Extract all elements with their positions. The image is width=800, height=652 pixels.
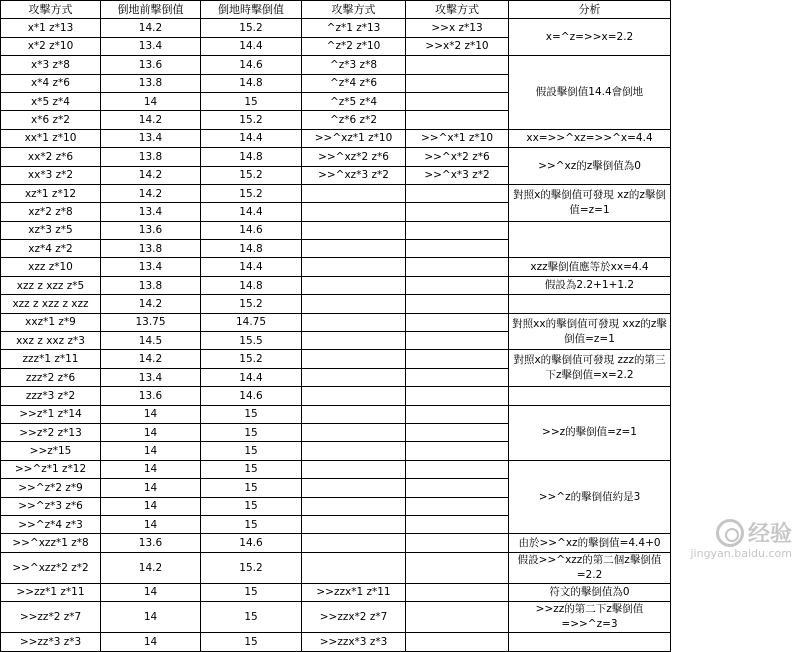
cell-attack-method-2 (302, 258, 406, 276)
cell-attack-method: >>z*1 z*14 (1, 405, 101, 423)
cell-pre-knockdown: 14 (101, 460, 201, 478)
analysis-note: >>zz的第二下z擊倒值=>>^z=3 (509, 602, 671, 633)
cell-attack-method-3 (406, 276, 509, 294)
cell-attack-method: >>^xzz*1 z*8 (1, 534, 101, 552)
cell-knockdown: 15.2 (201, 295, 302, 313)
analysis-note (509, 633, 671, 651)
table-row (1, 534, 671, 552)
cell-pre-knockdown: 13.4 (101, 203, 201, 221)
cell-attack-method-3 (406, 258, 509, 276)
cell-pre-knockdown: 14 (101, 497, 201, 515)
cell-attack-method: >>^xzz*2 z*2 (1, 552, 101, 583)
cell-knockdown: 15 (201, 92, 302, 110)
cell-attack-method: x*5 z*4 (1, 92, 101, 110)
cell-knockdown: 15 (201, 405, 302, 423)
cell-attack-method: xx*1 z*10 (1, 129, 101, 147)
cell-attack-method-3 (406, 387, 509, 405)
cell-attack-method: xzz z xzz z*5 (1, 276, 101, 294)
cell-knockdown: 15.5 (201, 332, 302, 350)
table-row (1, 129, 671, 147)
cell-knockdown: 15 (201, 583, 302, 601)
cell-knockdown: 15 (201, 460, 302, 478)
table-row (1, 56, 671, 74)
cell-attack-method-2 (302, 240, 406, 258)
cell-attack-method: x*3 z*8 (1, 56, 101, 74)
table-row (1, 602, 671, 633)
cell-attack-method-3: >>^x*1 z*10 (406, 129, 509, 147)
table-row (1, 313, 671, 331)
cell-attack-method: xzz z xzz z xzz (1, 295, 101, 313)
cell-attack-method-2: ^z*1 z*13 (302, 19, 406, 37)
cell-knockdown: 14.4 (201, 258, 302, 276)
cell-attack-method-2: ^z*3 z*8 (302, 56, 406, 74)
analysis-note: >>^xz的z擊倒值為0 (509, 148, 671, 185)
table-row (1, 184, 671, 202)
cell-attack-method-3 (406, 552, 509, 583)
analysis-note: 假設>>^xzz的第二個z擊倒值=2.2 (509, 552, 671, 583)
cell-knockdown: 15.2 (201, 552, 302, 583)
analysis-note: x=^z=>>x=2.2 (509, 19, 671, 56)
cell-pre-knockdown: 14.2 (101, 295, 201, 313)
cell-attack-method-2: >>zzx*2 z*7 (302, 602, 406, 633)
cell-attack-method: zzz*3 z*2 (1, 387, 101, 405)
cell-attack-method-3 (406, 405, 509, 423)
cell-knockdown: 14.8 (201, 74, 302, 92)
analysis-note: 假設為2.2+1+1.2 (509, 276, 671, 294)
table-row (1, 387, 671, 405)
cell-pre-knockdown: 13.4 (101, 129, 201, 147)
cell-attack-method-2 (302, 184, 406, 202)
cell-pre-knockdown: 13.6 (101, 56, 201, 74)
analysis-note (509, 387, 671, 405)
cell-knockdown: 15 (201, 442, 302, 460)
watermark (690, 517, 792, 560)
header-row (1, 1, 671, 19)
cell-attack-method: >>zz*2 z*7 (1, 602, 101, 633)
cell-attack-method: x*4 z*6 (1, 74, 101, 92)
cell-attack-method-2 (302, 350, 406, 368)
cell-attack-method-2: >>zzx*3 z*3 (302, 633, 406, 651)
cell-knockdown: 15 (201, 423, 302, 441)
cell-pre-knockdown: 14 (101, 405, 201, 423)
table-row (1, 552, 671, 583)
analysis-note: >>z的擊倒值=z=1 (509, 405, 671, 460)
cell-attack-method: >>^z*3 z*6 (1, 497, 101, 515)
cell-attack-method-3 (406, 350, 509, 368)
watermark-text: 经验 (747, 522, 792, 547)
analysis-note: 假設擊倒值14.4會倒地 (509, 56, 671, 130)
cell-attack-method: >>^z*4 z*3 (1, 515, 101, 533)
cell-pre-knockdown: 13.8 (101, 240, 201, 258)
cell-attack-method: xz*2 z*8 (1, 203, 101, 221)
cell-knockdown: 15 (201, 479, 302, 497)
cell-knockdown: 15.2 (201, 19, 302, 37)
cell-pre-knockdown: 14.2 (101, 166, 201, 184)
cell-attack-method-3 (406, 332, 509, 350)
cell-attack-method-3: >>x*2 z*10 (406, 37, 509, 55)
cell-attack-method-3 (406, 203, 509, 221)
cell-attack-method-3 (406, 497, 509, 515)
cell-attack-method-3: >>^x*2 z*6 (406, 148, 509, 166)
cell-knockdown: 15.2 (201, 166, 302, 184)
cell-attack-method: x*6 z*2 (1, 111, 101, 129)
cell-pre-knockdown: 13.4 (101, 368, 201, 386)
cell-pre-knockdown: 14.2 (101, 350, 201, 368)
cell-attack-method: >>z*15 (1, 442, 101, 460)
cell-attack-method-3 (406, 479, 509, 497)
table-row (1, 583, 671, 601)
cell-attack-method-3 (406, 460, 509, 478)
analysis-note: xx=>>^xz=>>^x=4.4 (509, 129, 671, 147)
cell-attack-method-2: ^z*4 z*6 (302, 74, 406, 92)
cell-attack-method-3 (406, 74, 509, 92)
analysis-note (509, 295, 671, 313)
cell-attack-method-2 (302, 221, 406, 239)
cell-knockdown: 14.4 (201, 203, 302, 221)
cell-attack-method-2 (302, 423, 406, 441)
cell-knockdown: 15.2 (201, 350, 302, 368)
cell-knockdown: 15 (201, 633, 302, 651)
cell-attack-method-3 (406, 56, 509, 74)
cell-attack-method-3 (406, 313, 509, 331)
cell-attack-method-3 (406, 221, 509, 239)
cell-attack-method-3 (406, 111, 509, 129)
cell-attack-method: zzz*1 z*11 (1, 350, 101, 368)
cell-pre-knockdown: 14.2 (101, 552, 201, 583)
cell-attack-method: xzz z*10 (1, 258, 101, 276)
cell-pre-knockdown: 14 (101, 92, 201, 110)
table-row (1, 350, 671, 368)
cell-attack-method: xx*3 z*2 (1, 166, 101, 184)
cell-attack-method-2: ^z*2 z*10 (302, 37, 406, 55)
analysis-note: 對照x的擊倒值可發現 xz的z擊倒值=z=1 (509, 184, 671, 221)
cell-pre-knockdown: 14 (101, 583, 201, 601)
cell-attack-method-2 (302, 332, 406, 350)
cell-attack-method: xx*2 z*6 (1, 148, 101, 166)
cell-pre-knockdown: 14 (101, 602, 201, 633)
cell-attack-method-3 (406, 534, 509, 552)
cell-pre-knockdown: 13.6 (101, 221, 201, 239)
cell-attack-method: >>zz*3 z*3 (1, 633, 101, 651)
analysis-note: 對照x的擊倒值可發現 zzz的第三下z擊倒值=x=2.2 (509, 350, 671, 387)
cell-knockdown: 14.8 (201, 148, 302, 166)
table-row (1, 276, 671, 294)
cell-pre-knockdown: 14 (101, 479, 201, 497)
cell-knockdown: 15.2 (201, 184, 302, 202)
cell-attack-method: >>^z*1 z*12 (1, 460, 101, 478)
table-row (1, 405, 671, 423)
cell-pre-knockdown: 14.2 (101, 111, 201, 129)
analysis-note (509, 221, 671, 258)
cell-attack-method: xz*4 z*2 (1, 240, 101, 258)
cell-attack-method-2 (302, 497, 406, 515)
cell-attack-method-3: >>x z*13 (406, 19, 509, 37)
cell-pre-knockdown: 13.8 (101, 74, 201, 92)
cell-attack-method-2: ^z*6 z*2 (302, 111, 406, 129)
cell-attack-method-3 (406, 515, 509, 533)
cell-pre-knockdown: 13.8 (101, 276, 201, 294)
cell-attack-method: x*1 z*13 (1, 19, 101, 37)
analysis-note: 對照xx的擊倒值可發現 xxz的z擊倒值=z=1 (509, 313, 671, 350)
cell-knockdown: 14.8 (201, 276, 302, 294)
table-row (1, 258, 671, 276)
cell-attack-method-2: ^z*5 z*4 (302, 92, 406, 110)
cell-attack-method-2 (302, 276, 406, 294)
cell-attack-method-2 (302, 479, 406, 497)
cell-pre-knockdown: 14 (101, 423, 201, 441)
header-attack-method-2: 攻擊方式 (302, 1, 406, 19)
cell-knockdown: 14.6 (201, 387, 302, 405)
cell-attack-method-3 (406, 295, 509, 313)
cell-knockdown: 15 (201, 497, 302, 515)
table-row (1, 295, 671, 313)
cell-attack-method-2 (302, 515, 406, 533)
cell-attack-method-2 (302, 368, 406, 386)
cell-attack-method-3 (406, 368, 509, 386)
table-body (1, 19, 671, 651)
cell-attack-method-2 (302, 387, 406, 405)
cell-knockdown: 15.2 (201, 111, 302, 129)
cell-knockdown: 14.6 (201, 56, 302, 74)
cell-attack-method-2: >>zzx*1 z*11 (302, 583, 406, 601)
cell-attack-method-3 (406, 184, 509, 202)
cell-attack-method-2 (302, 313, 406, 331)
cell-attack-method-3 (406, 423, 509, 441)
cell-pre-knockdown: 13.6 (101, 387, 201, 405)
table-row (1, 221, 671, 239)
cell-attack-method-3 (406, 602, 509, 633)
header-attack-method: 攻擊方式 (1, 1, 101, 19)
table-row (1, 460, 671, 478)
header-knockdown-value: 倒地時擊倒值 (201, 1, 302, 19)
cell-attack-method: >>z*2 z*13 (1, 423, 101, 441)
cell-pre-knockdown: 13.8 (101, 148, 201, 166)
cell-attack-method-2 (302, 405, 406, 423)
cell-attack-method: xxz*1 z*9 (1, 313, 101, 331)
analysis-note: >>^z的擊倒值約是3 (509, 460, 671, 534)
header-attack-method-3: 攻擊方式 (406, 1, 509, 19)
cell-attack-method-2 (302, 552, 406, 583)
cell-knockdown: 14.6 (201, 221, 302, 239)
cell-knockdown: 15 (201, 602, 302, 633)
cell-pre-knockdown: 13.75 (101, 313, 201, 331)
cell-pre-knockdown: 14 (101, 515, 201, 533)
table-row (1, 148, 671, 166)
cell-pre-knockdown: 14.2 (101, 184, 201, 202)
cell-pre-knockdown: 13.6 (101, 534, 201, 552)
cell-knockdown: 14.6 (201, 534, 302, 552)
watermark-domain: jingyan.baidu.com (690, 547, 792, 560)
cell-attack-method: >>zz*1 z*11 (1, 583, 101, 601)
cell-knockdown: 14.8 (201, 240, 302, 258)
cell-attack-method-2 (302, 442, 406, 460)
cell-attack-method-3 (406, 633, 509, 651)
cell-pre-knockdown: 13.4 (101, 258, 201, 276)
cell-knockdown: 14.75 (201, 313, 302, 331)
cell-knockdown: 14.4 (201, 129, 302, 147)
table-row (1, 19, 671, 37)
analysis-note: 由於>>^xz的擊倒值=4.4+0 (509, 534, 671, 552)
cell-attack-method-3 (406, 92, 509, 110)
cell-attack-method-2: >>^xz*3 z*2 (302, 166, 406, 184)
cell-attack-method: >>^z*2 z*9 (1, 479, 101, 497)
cell-attack-method-3: >>^x*3 z*2 (406, 166, 509, 184)
cell-attack-method-3 (406, 240, 509, 258)
cell-attack-method-3 (406, 583, 509, 601)
analysis-note: xzz擊倒值應等於xx=4.4 (509, 258, 671, 276)
cell-attack-method-3 (406, 442, 509, 460)
cell-attack-method-2 (302, 534, 406, 552)
cell-pre-knockdown: 14 (101, 442, 201, 460)
cell-attack-method-2: >>^xz*1 z*10 (302, 129, 406, 147)
baidu-paw-icon (716, 519, 744, 547)
header-pre-knockdown-value: 倒地前擊倒值 (101, 1, 201, 19)
cell-attack-method: xxz z xxz z*3 (1, 332, 101, 350)
analysis-note: 符文的擊倒值為0 (509, 583, 671, 601)
cell-attack-method: xz*3 z*5 (1, 221, 101, 239)
cell-attack-method: zzz*2 z*6 (1, 368, 101, 386)
cell-pre-knockdown: 14.2 (101, 19, 201, 37)
cell-knockdown: 14.4 (201, 37, 302, 55)
cell-knockdown: 15 (201, 515, 302, 533)
cell-attack-method-2 (302, 203, 406, 221)
cell-attack-method: x*2 z*10 (1, 37, 101, 55)
cell-attack-method-2 (302, 460, 406, 478)
cell-knockdown: 14.4 (201, 368, 302, 386)
cell-pre-knockdown: 13.4 (101, 37, 201, 55)
cell-attack-method-2 (302, 295, 406, 313)
cell-pre-knockdown: 14 (101, 633, 201, 651)
cell-pre-knockdown: 14.5 (101, 332, 201, 350)
cell-attack-method-2: >>^xz*2 z*6 (302, 148, 406, 166)
cell-attack-method: xz*1 z*12 (1, 184, 101, 202)
header-analysis: 分析 (509, 1, 671, 19)
table-row (1, 633, 671, 651)
